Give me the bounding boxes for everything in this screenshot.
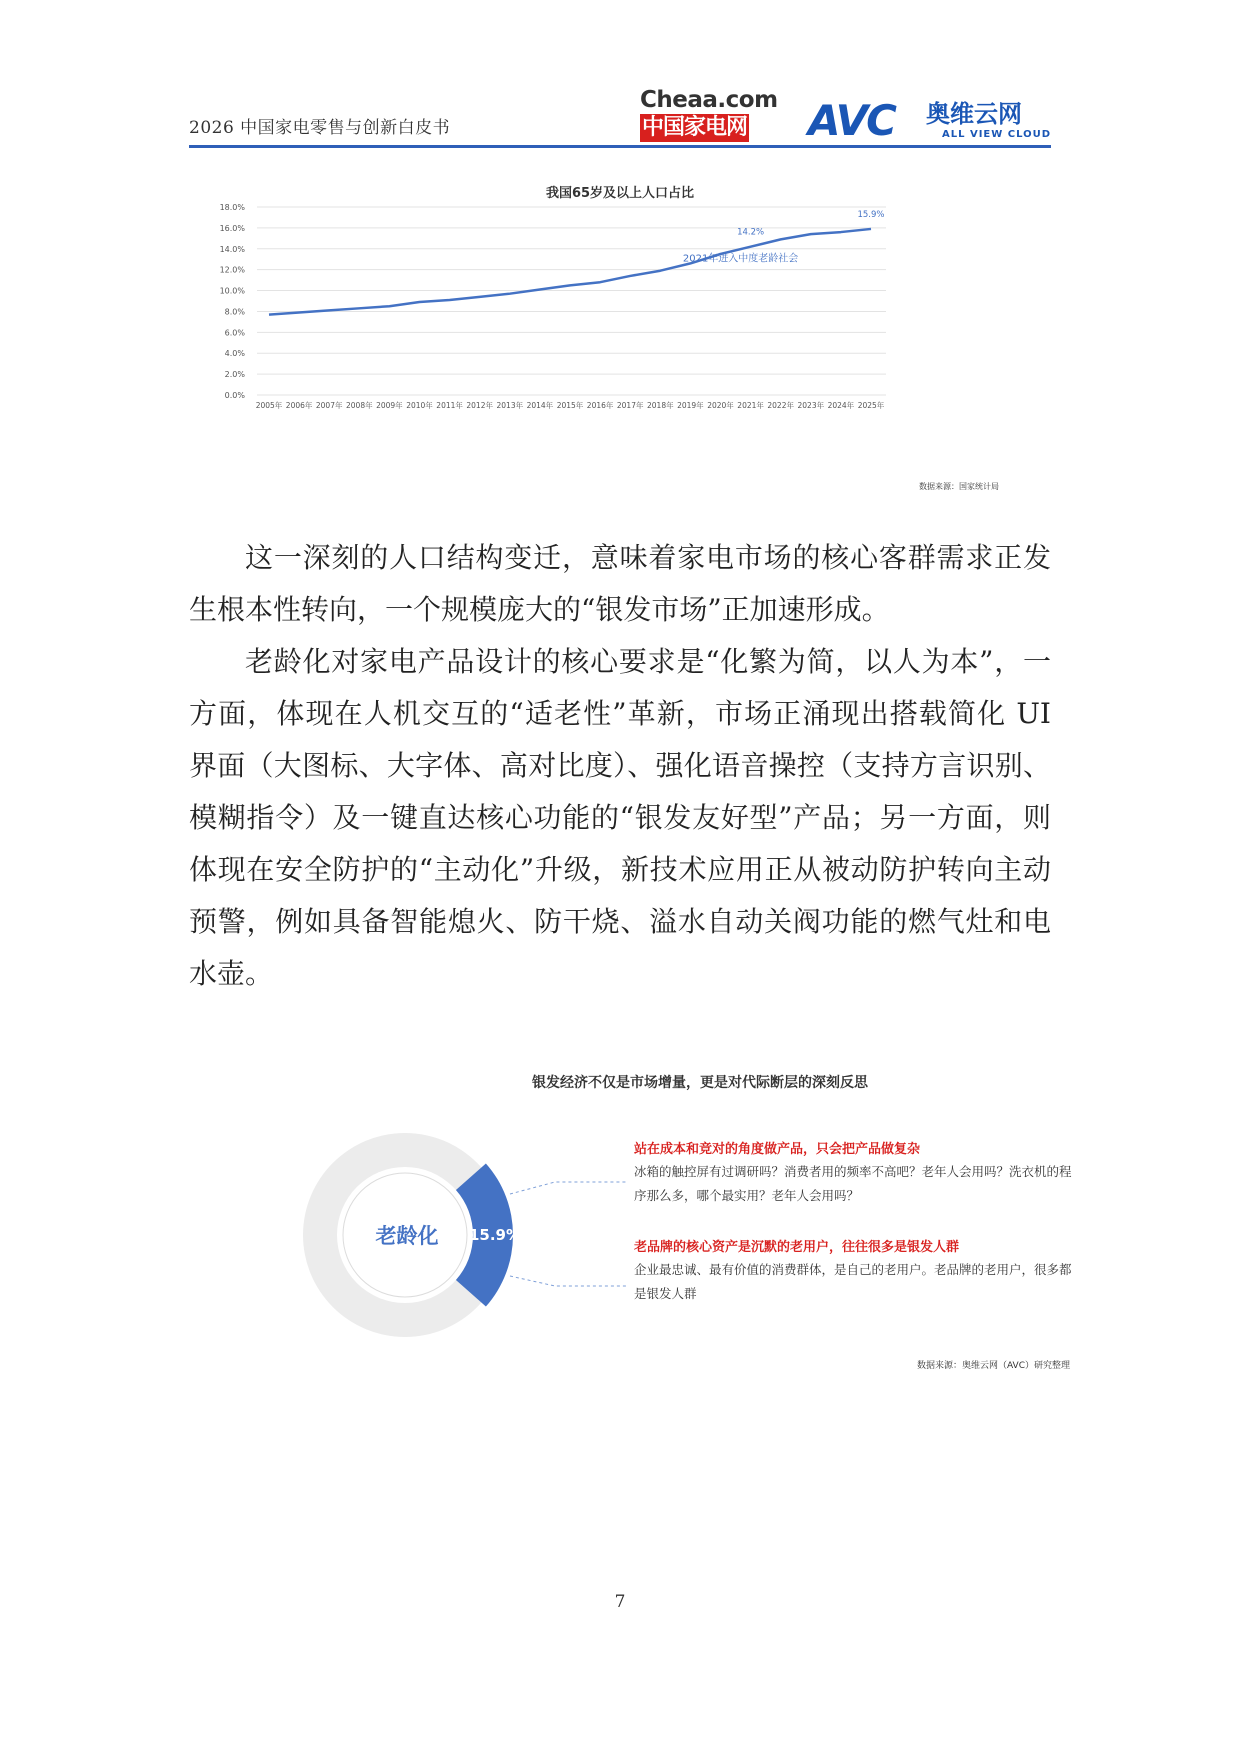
connector-line-2 [510, 1276, 626, 1286]
insight-2-body: 企业最忠诚、最有价值的消费群体，是自己的老用户。老品牌的老用户，很多都是银发人群 [634, 1262, 1072, 1301]
chart-x-tick-label: 2007年 [315, 401, 343, 410]
chart-y-tick-label: 0.0% [224, 391, 245, 400]
chart-x-tick-label: 2009年 [376, 401, 403, 410]
chart-x-tick-label: 2011年 [436, 401, 463, 410]
chart-x-tick-label: 2016年 [586, 401, 614, 410]
header-divider [189, 145, 1051, 148]
chart-x-tick-label: 2019年 [677, 401, 704, 410]
chart-x-tick-label: 2006年 [285, 401, 313, 410]
chart-annotation: 2021年进入中度老龄社会 [682, 253, 799, 265]
chart-x-tick-label: 2014年 [526, 401, 554, 410]
chart-y-tick-label: 8.0% [224, 307, 245, 317]
chart-gridlines [257, 207, 886, 395]
chart-x-tick-label: 2022年 [767, 401, 794, 410]
cheaa-logo-latin: Cheaa.com [640, 87, 778, 113]
chart-x-tick-label: 2013年 [496, 401, 524, 410]
chart-y-tick-label: 16.0% [219, 223, 245, 233]
body-paragraph-2: 老龄化对家电产品设计的核心要求是“化繁为简，以人为本”，一方面，体现在人机交互的“适老性”革新，市场正涌现出搭载简化 UI 界面（大图标、大字体、高对比度）、强化语音操控（支持方言识别、模糊指令）及一键直达核心功能的“银发友好型”产品；另一方面，则体现在安全防护的“主动化”升级，新技术应用正从被动防护转向主动预警，例如具备智能熄火、防干烧、溢水自动关阀功能的燃气灶和电水壶。 [189, 645, 1051, 990]
chart-x-tick-label: 2005年 [255, 401, 283, 410]
chart-y-tick-label: 4.0% [224, 349, 245, 359]
document-title: 2026 中国家电零售与创新白皮书 [189, 118, 451, 138]
chart-x-tick-label: 2023年 [797, 401, 825, 410]
insight-1-body: 冰箱的触控屏有过调研吗？消费者用的频率不高吧？老年人会用吗？洗衣机的程序那么多，哪个最实用？老年人会用吗？ [634, 1164, 1072, 1203]
chart-y-tick-label: 10.0% [219, 286, 245, 296]
cheaa-logo [640, 88, 785, 142]
donut-center-label: 老龄化 [375, 1224, 439, 1248]
chart-x-tick-label: 2017年 [616, 401, 644, 410]
avc-logo-mark: AVC [808, 96, 895, 145]
chart-x-tick-label: 2012年 [466, 401, 493, 410]
insight-1-title: 站在成本和竞对的角度做产品，只会把产品做复杂 [634, 1142, 921, 1157]
avc-logo [808, 98, 1058, 144]
chart-data-label: 15.9% [857, 209, 885, 220]
chart-x-tick-label: 2015年 [556, 401, 584, 410]
chart-x-tick-label: 2025年 [857, 401, 885, 410]
avc-logo-english: ALL VIEW CLOUD [942, 129, 1052, 140]
chart-y-ticks [220, 203, 246, 400]
chart-x-ticks [256, 400, 885, 410]
chart-source: 数据来源：国家统计局 [919, 482, 999, 491]
body-paragraph-1: 这一深刻的人口结构变迁，意味着家电市场的核心客群需求正发生根本性转向，一个规模庞大的“银发市场”正加速形成。 [189, 541, 1051, 626]
chart-y-tick-label: 2.0% [224, 370, 245, 380]
chart-y-tick-label: 14.0% [219, 244, 245, 254]
donut-share-label: 15.9% [468, 1226, 522, 1244]
chart-x-tick-label: 2021年 [737, 401, 764, 410]
chart-x-tick-label: 2024年 [827, 401, 855, 410]
page-number: 7 [614, 1592, 626, 1612]
elderly-population-line-chart [189, 175, 1051, 505]
chart-title: 我国65岁及以上人口占比 [545, 186, 695, 201]
chart-y-tick-label: 18.0% [219, 203, 245, 212]
connector-line-1 [510, 1182, 626, 1194]
insight-2-title: 老品牌的核心资产是沉默的老用户，往往很多是银发人群 [634, 1240, 960, 1255]
chart-series-line [269, 229, 871, 315]
infographic-title: 银发经济不仅是市场增量，更是对代际断层的深刻反思 [532, 1075, 868, 1091]
chart-x-tick-label: 2008年 [346, 401, 373, 410]
chart-x-tick-label: 2010年 [406, 401, 433, 410]
chart-y-tick-label: 12.0% [219, 265, 245, 275]
chart-x-tick-label: 2020年 [707, 401, 734, 410]
chart-x-tick-label: 2018年 [647, 401, 674, 410]
avc-logo-chinese: 奥维云网 [926, 100, 1022, 128]
chart-data-label: 14.2% [737, 227, 765, 238]
chart-y-tick-label: 6.0% [224, 328, 245, 338]
cheaa-logo-chinese: 中国家电网 [642, 115, 748, 140]
infographic-source: 数据来源：奥维云网（AVC）研究整理 [916, 1361, 1070, 1371]
